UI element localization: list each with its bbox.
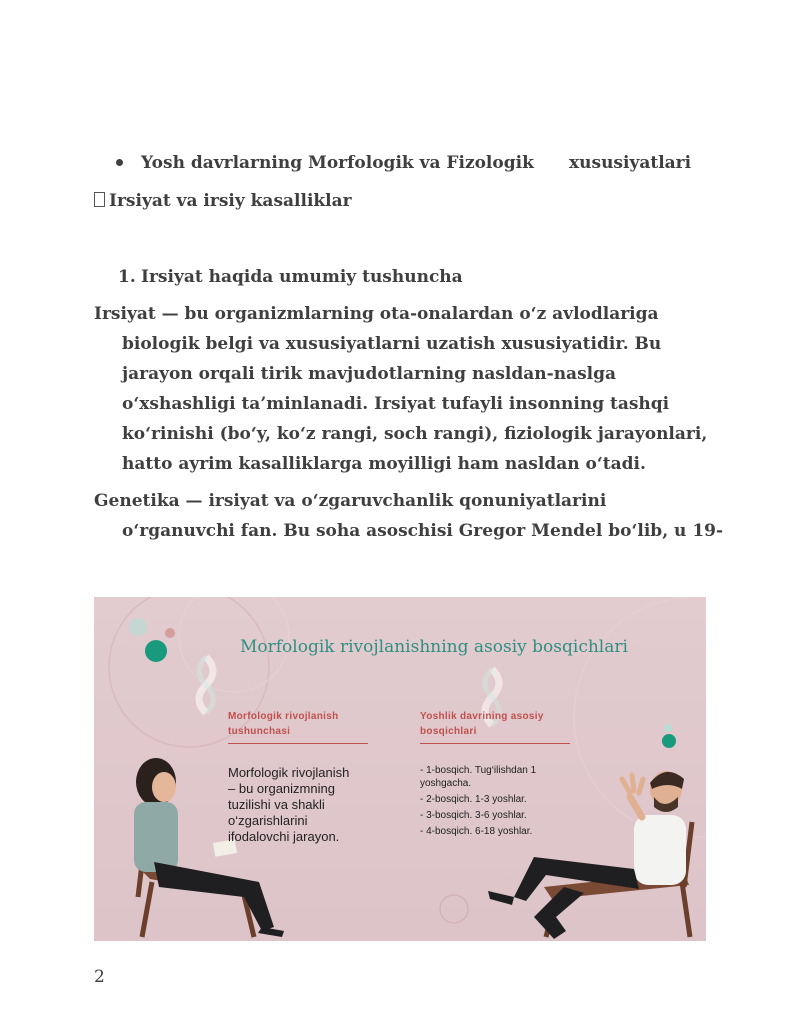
paragraph-1-line: o‘xshashligi ta’minlanadi. Irsiyat tufayli insonning tashqi xyxy=(122,394,670,414)
right-body-line: - 1-bosqich. Tug‘ilishdan 1 xyxy=(420,765,537,776)
slide-image xyxy=(94,597,706,941)
right-body-line: - 2-bosqich. 1-3 yoshlar. xyxy=(420,794,527,805)
subheading xyxy=(94,191,352,211)
section-title: Irsiyat haqida umumiy tushuncha xyxy=(141,267,463,287)
left-body-line: o‘zgarishlarini xyxy=(228,813,308,828)
section-number: 1. xyxy=(118,267,136,287)
right-body-line: yoshgacha. xyxy=(420,778,472,789)
paragraph-1-line: hatto ayrim kasalliklarga moyilligi ham nasldan o‘tadi. xyxy=(122,454,646,474)
page-number: 2 xyxy=(94,967,105,987)
bullet-heading: Yosh davrlarning Morfologik va Fizologik xyxy=(141,153,534,173)
left-body-line: – bu organizmning xyxy=(228,781,335,796)
slide-title: Morfologik rivojlanishning asosiy bosqichlari xyxy=(240,637,628,657)
left-header-divider xyxy=(228,743,368,744)
bullet-heading-end: xususiyatlari xyxy=(569,153,692,173)
left-body-line: Morfologik rivojlanish xyxy=(228,765,350,780)
teal-dot-icon xyxy=(145,640,167,662)
paragraph-1-line: jarayon orqali tirik mavjudotlarning nasldan-naslga xyxy=(122,364,616,384)
paragraph-1-line: ko‘rinishi (bo‘y, ko‘z rangi, soch rangi), fiziologik jarayonlari, xyxy=(122,424,708,444)
left-body-line: ifodalovchi jarayon. xyxy=(228,829,340,844)
missing-glyph-icon xyxy=(94,192,105,207)
bullet-icon xyxy=(116,159,123,166)
right-header-divider xyxy=(420,743,570,744)
paragraph-2-line: o‘rganuvchi fan. Bu soha asoschisi Gregor Mendel bo‘lib, u 19- xyxy=(122,521,724,541)
right-body-line: - 3-bosqich. 3-6 yoshlar. xyxy=(420,810,527,821)
right-body-line: - 4-bosqich. 6-18 yoshlar. xyxy=(420,826,533,837)
subheading-text: Irsiyat va irsiy kasalliklar xyxy=(109,191,352,211)
right-header-line: bosqichlari xyxy=(420,726,477,737)
left-header-line: Morfologik rivojlanish xyxy=(228,711,339,722)
left-header-line: tushunchasi xyxy=(228,726,291,737)
right-header-line: Yoshlik davrining asosiy xyxy=(420,711,544,722)
paragraph-1-line: biologik belgi va xususiyatlarni uzatish xususiyatidir. Bu xyxy=(122,334,662,354)
paragraph-2-line: Genetika — irsiyat va o‘zgaruvchanlik qonuniyatlarini xyxy=(94,491,607,511)
paragraph-1-line: Irsiyat — bu organizmlarning ota-onalardan o‘z avlodlariga xyxy=(94,304,659,324)
left-body-line: tuzilishi va shakli xyxy=(228,797,325,812)
